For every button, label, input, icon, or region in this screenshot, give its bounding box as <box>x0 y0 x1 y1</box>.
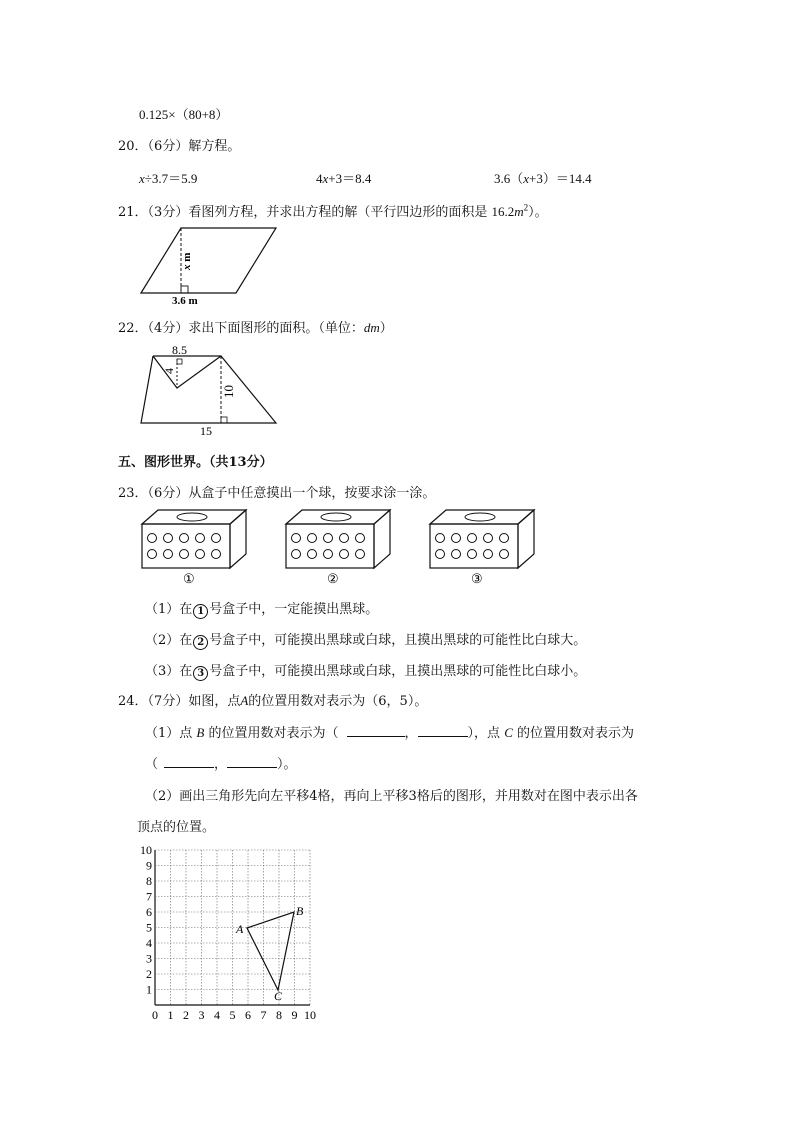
q23-title: 23．（6分）从盒子中任意摸出一个球，按要求涂一涂。 <box>118 486 436 501</box>
y-tick-label: 9 <box>146 858 152 873</box>
point-a-label: A <box>236 922 244 936</box>
x-tick-label: 0 <box>152 1008 158 1022</box>
q23-item-3: （3）在 3 号盒子中，可能摸出黑球或白球，且摸出黑球的可能性比白球小。 <box>145 664 587 679</box>
q20-title: 20．（6分）解方程。 <box>118 139 241 154</box>
q24-title: 24．（7分）如图，点A的位置用数对表示为（6，5）。 <box>118 693 428 709</box>
q24-part-1: （1）点 B 的位置用数对表示为（ ， ），点 C 的位置用数对表示为 <box>145 725 635 741</box>
x-tick-label: 4 <box>214 1008 220 1022</box>
x-tick-label: 7 <box>260 1008 267 1022</box>
label-4: 4 <box>162 368 176 374</box>
q20-equation-3: 3.6（x+3）＝14.4 <box>494 171 592 186</box>
x-tick-label: 6 <box>245 1008 251 1022</box>
x-tick-label: 5 <box>229 1008 236 1022</box>
x-tick-label: 9 <box>291 1008 298 1022</box>
y-tick-label: 10 <box>140 843 152 857</box>
q24-part-2-line-1: （2）画出三角形先向左平移4格，再向上平移3格后的图形，并用数对在图中表示出各 <box>145 789 638 804</box>
label-8-5: 8.5 <box>172 343 187 357</box>
section-5-heading: 五、图形世界。（共13分） <box>118 455 273 470</box>
box-3-label: ③ <box>471 571 483 586</box>
q23-item-1: （1）在 1 号盒子中，一定能摸出黑球。 <box>145 602 379 617</box>
y-tick-label: 8 <box>146 874 152 888</box>
q20-equation-2: 4x+3＝8.4 <box>316 171 372 186</box>
x-tick-label: 1 <box>167 1008 174 1022</box>
box-1-label: ① <box>183 571 195 586</box>
y-tick-label: 1 <box>146 982 152 997</box>
x-tick-label: 2 <box>183 1008 189 1022</box>
y-tick-label: 4 <box>146 936 152 950</box>
grid-lines <box>155 850 310 1005</box>
q22-title: 22．（4分）求出下面图形的面积。（单位：dm） <box>118 320 393 336</box>
q23-item-2: （2）在 2 号盒子中，可能摸出黑球或白球，且摸出黑球的可能性比白球大。 <box>145 633 587 648</box>
y-tick-label: 5 <box>146 920 152 935</box>
label-15: 15 <box>200 424 212 438</box>
base-label: 3.6 m <box>172 295 198 307</box>
y-tick-label: 3 <box>146 951 152 966</box>
x-tick-label: 8 <box>276 1008 282 1022</box>
height-label-var: x <box>181 264 193 270</box>
point-c-label: C <box>274 989 283 1003</box>
y-tick-label: 6 <box>146 905 152 919</box>
x-tick-label: 3 <box>198 1008 205 1022</box>
x-tick-label: 10 <box>304 1008 316 1022</box>
point-b-label: B <box>296 904 304 918</box>
triangle-abc <box>247 912 294 990</box>
label-10: 10 <box>221 385 236 398</box>
q24-part-2-line-2: 顶点的位置。 <box>137 820 216 835</box>
y-tick-label: 7 <box>146 889 152 904</box>
q24-part-1-cont: （ ， ）。 <box>145 757 297 772</box>
q19-expression: 0.125×（80+8） <box>139 107 229 122</box>
y-tick-label: 2 <box>146 967 152 981</box>
height-label-unit: m <box>181 252 193 262</box>
q21-title: 21．（3分）看图列方程，并求出方程的解（平行四边形的面积是 $16.2m^2$）。 <box>118 202 548 220</box>
box-2-label: ② <box>327 571 339 586</box>
q20-equation-1: x÷3.7＝5.9 <box>139 171 198 186</box>
